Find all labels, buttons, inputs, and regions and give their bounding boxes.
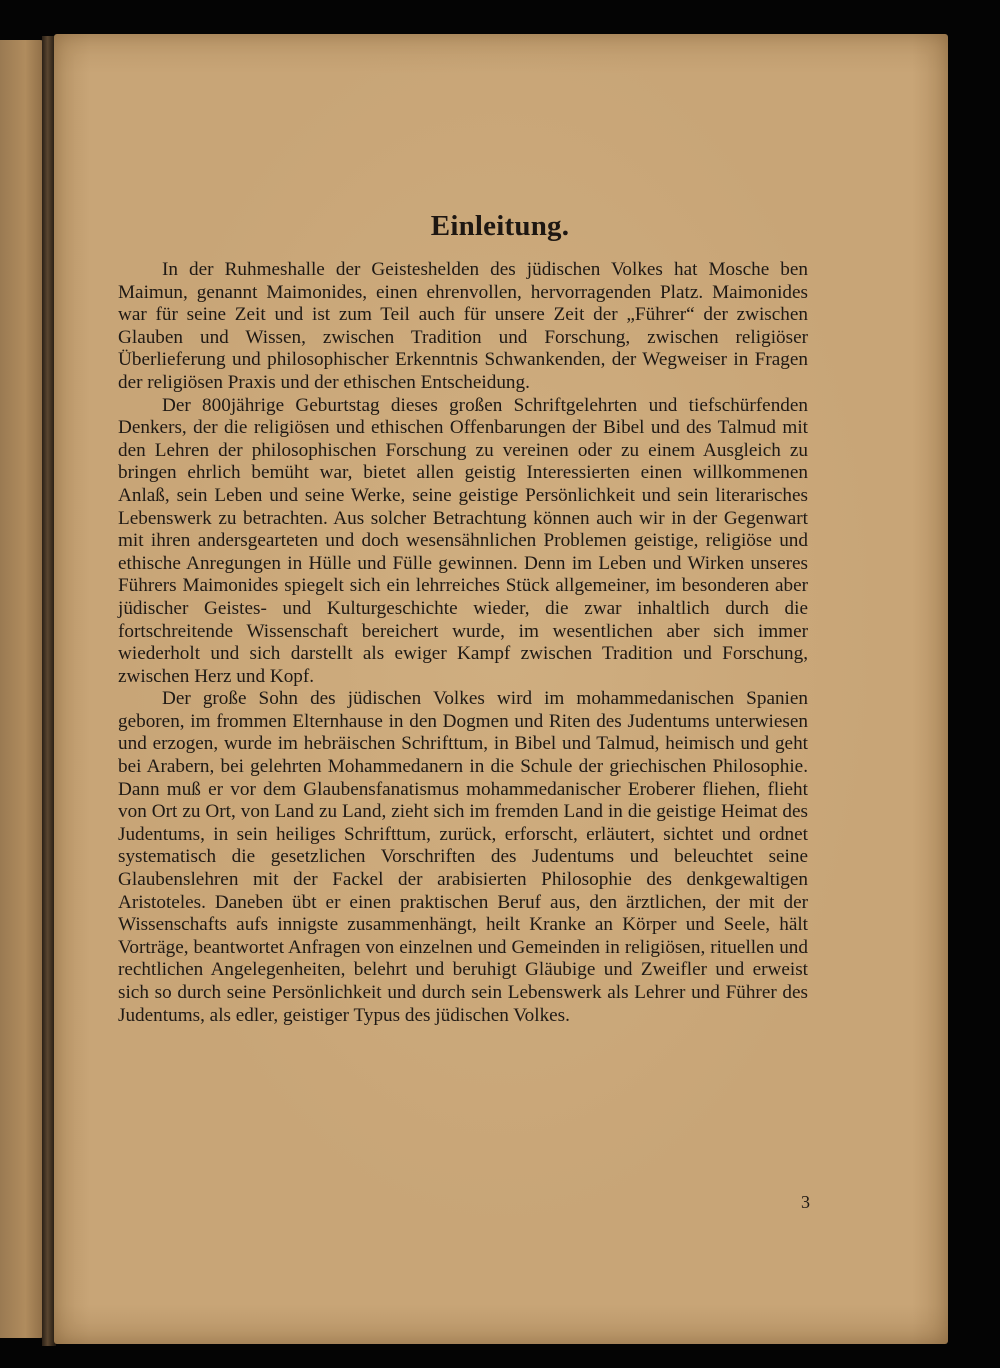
- page-number: 3: [801, 1192, 810, 1212]
- paragraph: Der große Sohn des jüdischen Volkes wird im mohammedanischen Spanien geboren, im frommen Elternhause in den Dogmen und Riten des Judentums unterwiesen und erzogen, wurde im hebräischen Schrifttum, in Bibel und Talmud, heimisch und geht bei Arabern, bei gelehrten Mohammedanern in die Schule der griechischen Philosophie. Dann muß er vor dem Glaubensfanatismus mohammedanischer Eroberer fliehen, flieht von Ort zu Ort, von Land zu Land, zieht sich im fremden Land in die geistige Heimat des Judentums, in sein heiliges Schrifttum, zurück, erforscht, erläutert, sichtet und ordnet systematisch die gesetzlichen Vorschriften des Judentums und beleuchtet seine Glaubenslehren mit der Fackel der arabisierten Philosophie des denkgewaltigen Aristoteles. Daneben übt er einen praktischen Beruf aus, den ärztlichen, der mit der Wissenschafts aufs innigste zusammenhängt, heilt Kranke an Körper und Seele, hält Vorträge, beantwortet Anfragen von einzelnen und Gemeinden in religiösen, rituellen und rechtlichen Angelegenheiten, belehrt und beruhigt Gläubige und Zweifler und erweist sich so durch seine Persönlichkeit und durch sein Lebenswerk als Lehrer und Führer des Judentums, als edler, geistiger Typus des jüdischen Volkes.: [118, 688, 808, 1026]
- page-heading: Einleitung.: [430, 210, 570, 242]
- body-text: [118, 259, 808, 1027]
- paragraph: Der 800jährige Geburtstag dieses großen Schriftgelehrten und tiefschürfenden Denkers, der die religiösen und ethischen Offenbarungen der Bibel und des Talmud mit den Lehren der philosophischen Forschung zu vereinen oder zu einem Ausgleich zu bringen ehrlich bemüht war, bietet allen geistig Interessierten einen willkommenen Anlaß, sein Leben und seine Werke, seine geistige Persönlichkeit und sein literarisches Lebenswerk zu betrachten. Aus solcher Betrachtung können auch wir in der Gegenwart mit ihren andersgearteten und doch wesensähnlichen Problemen geistige, religiöse und ethische Anregungen in Hülle und Fülle gewinnen. Denn im Leben und Wirken unseres Führers Maimonides spiegelt sich ein lehrreiches Stück allgemeiner, im besonderen aber jüdischer Geistes- und Kulturgeschichte wieder, die zwar inhaltlich durch die fortschreitende Wissenschaft bereichert wurde, im wesentlichen aber sich immer wiederholt und sich darstellt als ewiger Kampf zwischen Tradition und Forschung, zwischen Herz und Kopf.: [118, 394, 808, 687]
- paragraph: In der Ruhmeshalle der Geisteshelden des jüdischen Volkes hat Mosche ben Maimun, genannt Maimonides, einen ehrenvollen, hervorragenden Platz. Maimonides war für seine Zeit und ist zum Teil auch für unsere Zeit der „Führer“ der zwischen Glauben und Wissen, zwischen Tradition und Forschung, zwischen religiöser Überlieferung und philosophischer Erkenntnis Schwankenden, der Wegweiser in Fragen der religiösen Praxis und der ethischen Entscheidung.: [118, 259, 808, 393]
